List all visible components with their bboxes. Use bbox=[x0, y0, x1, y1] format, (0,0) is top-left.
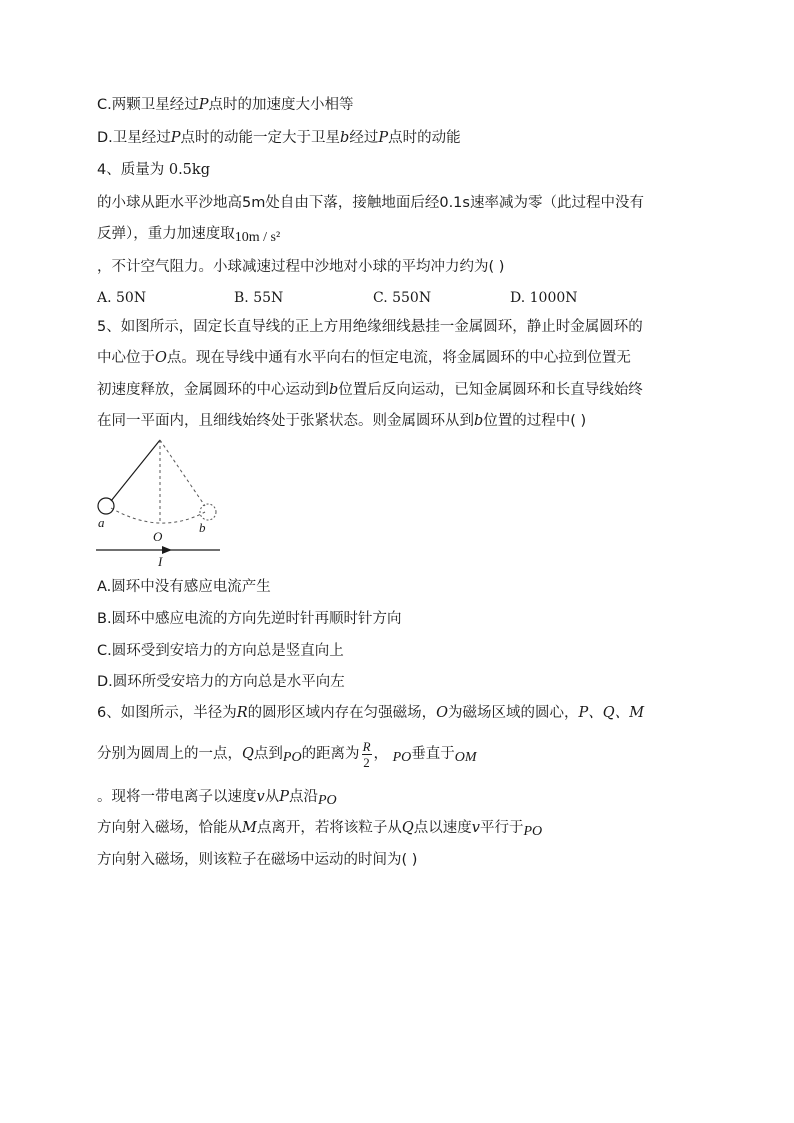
var-pqm: P、Q、M bbox=[578, 705, 645, 721]
var-b: b bbox=[474, 413, 484, 429]
q4-option-d: D. 1000N bbox=[510, 290, 578, 306]
var-r: R bbox=[236, 705, 248, 721]
text: 点到 bbox=[253, 746, 283, 762]
ring-b bbox=[200, 504, 216, 520]
q4-stem-line3 bbox=[97, 224, 280, 245]
text: 反弹），重力加速度取 bbox=[97, 226, 235, 242]
mass-value: 0.5kg bbox=[168, 162, 210, 178]
dashed-string-b bbox=[160, 440, 205, 506]
q6-stem-line5: 方向射入磁场，则该粒子在磁场中运动的时间为( ) bbox=[97, 852, 418, 868]
label-i: I bbox=[158, 554, 163, 568]
q5-option-a: A.圆环中没有感应电流产生 bbox=[97, 579, 271, 595]
var-p: P bbox=[279, 789, 289, 805]
var-p: P bbox=[198, 97, 209, 113]
text: 垂直于 bbox=[411, 746, 455, 762]
ring-a bbox=[98, 498, 114, 514]
text: 中心位于 bbox=[97, 350, 155, 366]
text: 点时的动能 bbox=[388, 130, 461, 146]
q5-stem-line4 bbox=[97, 411, 586, 431]
var-p: P bbox=[170, 130, 181, 146]
q5-stem-line1: 5、如图所示，固定长直导线的正上方用绝缘细线悬挂一金属圆环，静止时金属圆环的 bbox=[97, 319, 643, 335]
text: 初速度释放，金属圆环的中心运动到 bbox=[97, 382, 329, 398]
text: 点。现在导线中通有水平向右的恒定电流，将金属圆环的中心拉到位置无 bbox=[166, 350, 631, 366]
string-line bbox=[111, 440, 160, 501]
text: 点沿 bbox=[288, 789, 318, 805]
q4-option-a: A. 50N bbox=[97, 290, 147, 306]
text: 从 bbox=[264, 789, 280, 805]
text: 方向射入磁场，恰能从 bbox=[97, 820, 242, 836]
var-b: b bbox=[329, 382, 339, 398]
q3-option-c bbox=[97, 95, 354, 115]
text: 。现将一带电离子以速度 bbox=[97, 789, 257, 805]
fraction-r-over-2 bbox=[362, 740, 372, 769]
var-o: O bbox=[436, 705, 449, 721]
q4-stem-line1 bbox=[97, 160, 210, 180]
segment-po: PO bbox=[392, 750, 412, 765]
label-o: O bbox=[153, 529, 163, 544]
q4-stem-line2: 的小球从距水平沙地高5m处自由下落，接触地面后经0.1s速率减为零（此过程中没有 bbox=[97, 195, 644, 211]
text: 位置后反向运动，已知金属圆环和长直导线始终 bbox=[338, 382, 643, 398]
segment-om: OM bbox=[454, 750, 477, 765]
segment-po: PO bbox=[523, 824, 543, 839]
swing-arc bbox=[111, 508, 205, 523]
var-b: b bbox=[340, 130, 350, 146]
var-m: M bbox=[242, 820, 257, 836]
text: 平行于 bbox=[479, 820, 524, 836]
q6-stem-line2 bbox=[97, 739, 477, 770]
text: 在同一平面内，且细线始终处于张紧状态。则金属圆环从到 bbox=[97, 413, 474, 429]
q5-stem-line2 bbox=[97, 348, 631, 368]
var-o: O bbox=[155, 350, 167, 366]
q5-figure bbox=[90, 436, 230, 568]
text: 的距离为 bbox=[301, 746, 360, 762]
q6-stem-line1 bbox=[97, 703, 644, 723]
var-q: Q bbox=[242, 746, 254, 762]
frac-num: R bbox=[362, 738, 371, 754]
segment-po: PO bbox=[317, 793, 337, 808]
q3-option-d bbox=[97, 128, 461, 148]
var-p: P bbox=[378, 130, 389, 146]
q5-option-c: C.圆环受到安培力的方向总是竖直向上 bbox=[97, 643, 344, 659]
text: 点以速度 bbox=[413, 820, 472, 836]
q5-stem-line3 bbox=[97, 380, 643, 400]
frac-den: 2 bbox=[363, 754, 370, 770]
q4-option-b: B. 55N bbox=[234, 290, 284, 306]
label-b: b bbox=[199, 520, 206, 535]
text: 的圆形区域内存在匀强磁场， bbox=[247, 705, 437, 721]
q4-stem-line4: ，不计空气阻力。小球减速过程中沙地对小球的平均冲力约为( ) bbox=[97, 259, 505, 275]
q5-option-d: D.圆环所受安培力的方向总是水平向左 bbox=[97, 674, 345, 690]
label-a: a bbox=[98, 515, 105, 530]
var-v: v bbox=[256, 789, 265, 805]
var-q: Q bbox=[401, 820, 414, 836]
text: 位置的过程中( ) bbox=[483, 413, 587, 429]
text: 6、如图所示，半径为 bbox=[97, 705, 237, 721]
text: 经过 bbox=[349, 130, 379, 146]
q4-option-c: C. 550N bbox=[373, 290, 432, 306]
text: 4、质量为 bbox=[97, 162, 169, 178]
text: C.两颗卫星经过 bbox=[97, 97, 199, 113]
gravity-value: 10m / s² bbox=[234, 230, 281, 245]
text: 分别为圆周上的一点， bbox=[97, 746, 242, 762]
text: ， bbox=[373, 746, 389, 762]
q6-stem-line4 bbox=[97, 818, 542, 839]
current-arrow-icon bbox=[162, 546, 172, 554]
text: 点时的动能一定大于卫星 bbox=[180, 130, 341, 146]
segment-po: PO bbox=[282, 750, 302, 765]
text: 点时的加速度大小相等 bbox=[208, 97, 354, 113]
text: 点离开，若将该粒子从 bbox=[256, 820, 402, 836]
text: D.卫星经过 bbox=[97, 130, 171, 146]
q5-option-b: B.圆环中感应电流的方向先逆时针再顺时针方向 bbox=[97, 611, 402, 627]
q6-stem-line3 bbox=[97, 787, 337, 808]
text: 为磁场区域的圆心， bbox=[448, 705, 579, 721]
var-v: v bbox=[471, 820, 480, 836]
